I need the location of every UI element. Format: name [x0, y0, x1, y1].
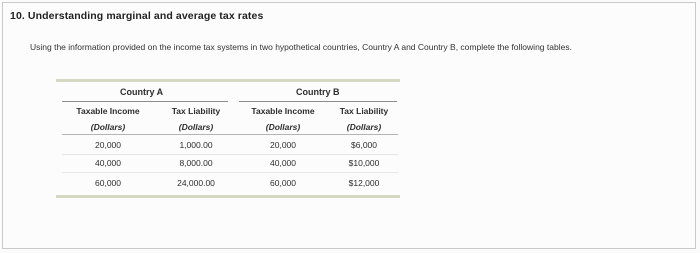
question-instruction: Using the information provided on the income tax systems in two hypothetical countries, Country A and Country B, complete the following tables. [30, 42, 572, 52]
header-units-a1: (Dollars) [90, 122, 126, 132]
table-cell: 60,000 [95, 178, 121, 188]
header-units-b2: (Dollars) [346, 122, 382, 132]
table-bottom-rule [56, 195, 400, 198]
table-cell: $6,000 [351, 140, 377, 150]
question-title: 10. Understanding marginal and average tax rates [10, 10, 264, 22]
country-b-heading: Country B [296, 87, 340, 97]
country-a-heading: Country A [120, 87, 164, 97]
country-b-underline [239, 101, 397, 102]
table-cell: 60,000 [270, 178, 296, 188]
header-units-b1: (Dollars) [265, 122, 301, 132]
row-divider [62, 154, 398, 155]
header-taxable-income-b: Taxable Income [251, 106, 315, 116]
table-top-rule [56, 79, 400, 82]
header-taxable-income-a: Taxable Income [76, 106, 140, 116]
table-cell: 40,000 [95, 158, 121, 168]
header-units-a2: (Dollars) [178, 122, 214, 132]
table-cell: 24,000.00 [177, 178, 215, 188]
table-cell: 1,000.00 [179, 140, 213, 150]
table-cell: 8,000.00 [179, 158, 213, 168]
header-tax-liability-b: Tax Liability [339, 106, 389, 116]
header-separator [62, 134, 398, 135]
table-cell: $10,000 [348, 158, 380, 168]
table-cell: 20,000 [270, 140, 296, 150]
table-cell: 40,000 [270, 158, 296, 168]
table-cell: $12,000 [348, 178, 380, 188]
country-a-underline [62, 101, 228, 102]
table-cell: 20,000 [95, 140, 121, 150]
row-divider [62, 172, 398, 173]
header-tax-liability-a: Tax Liability [171, 106, 221, 116]
